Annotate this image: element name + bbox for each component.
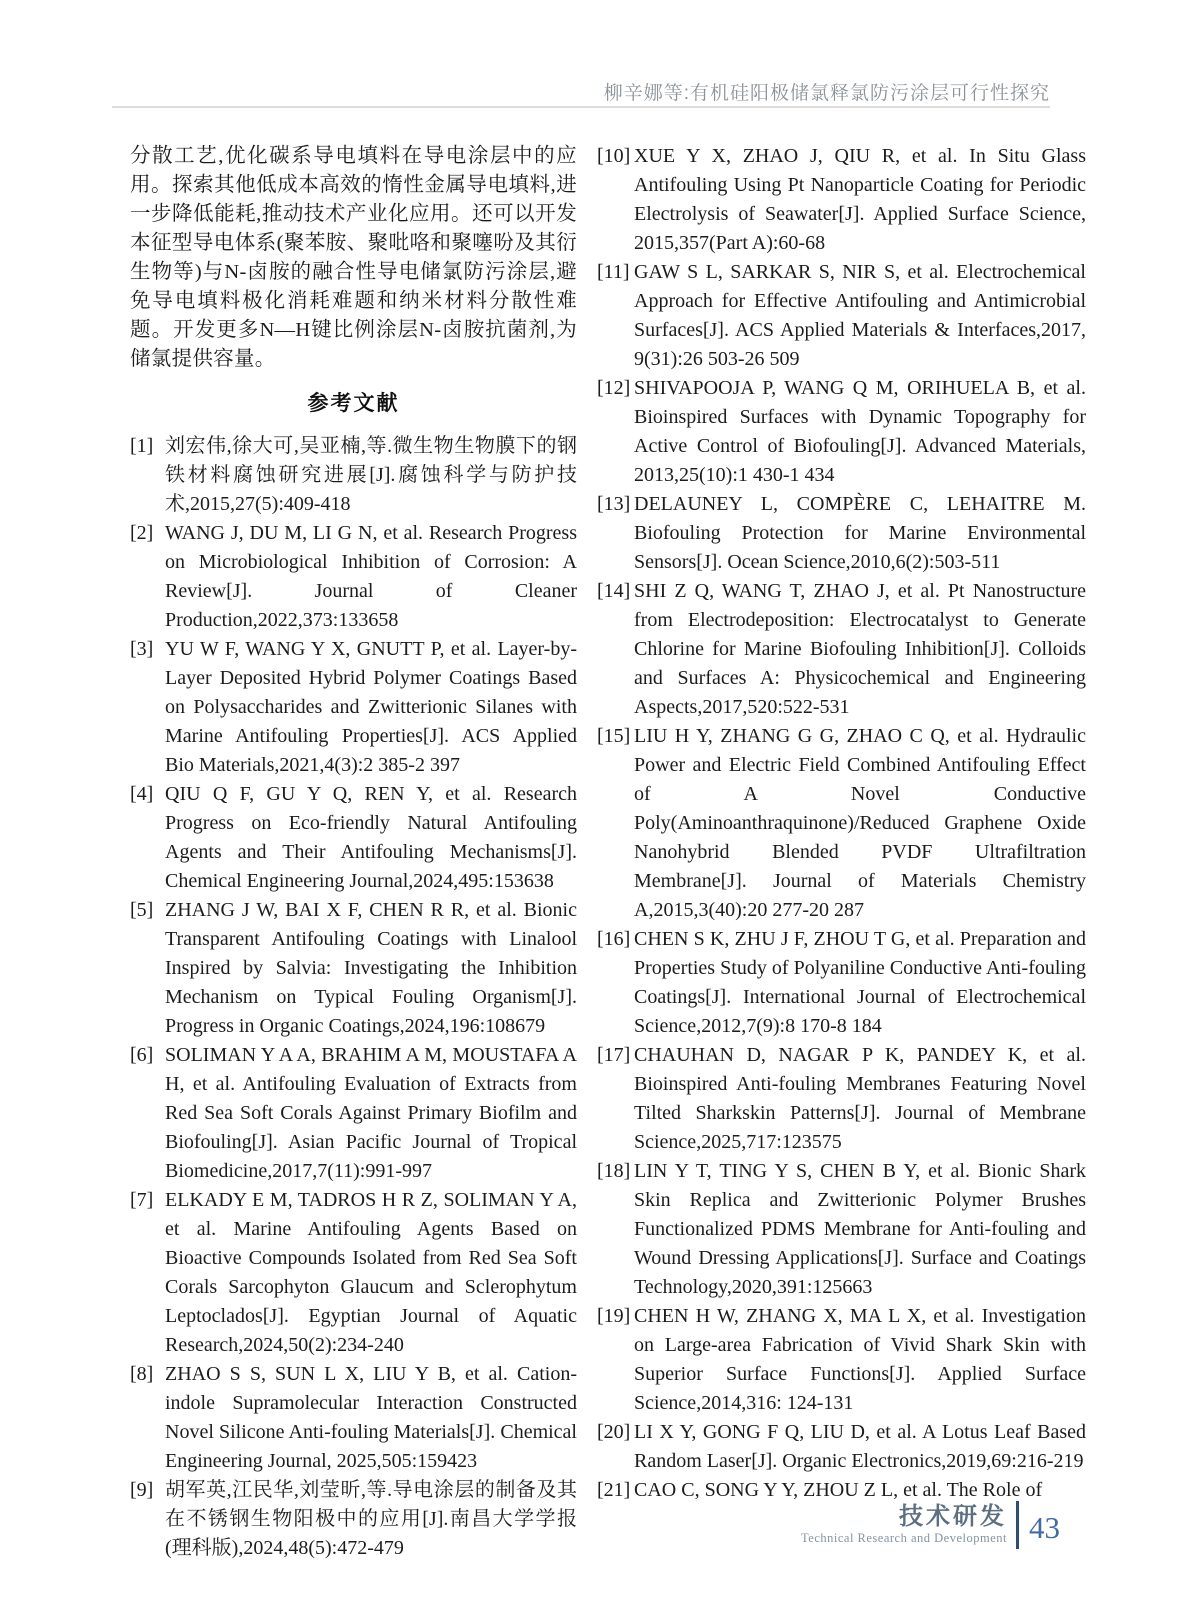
reference-number: [21] — [597, 1479, 631, 1501]
reference-number: [3] — [130, 638, 154, 660]
reference-text: YU W F, WANG Y X, GNUTT P, et al. Layer-by-Layer Deposited Hybrid Polymer Coatings Based on Polysaccharides and Zwitterionic Silanes with Marine Antifouling Properties[J]. ACS Applied Bio Materials,2021,4(3):2 385-2 397 — [165, 638, 577, 776]
reference-text: LI X Y, GONG F Q, LIU D, et al. A Lotus Leaf Based Random Laser[J]. Organic Electronics,2019,69:216-219 — [634, 1421, 1086, 1472]
page-footer — [801, 1498, 1060, 1552]
reference-number: [1] — [130, 435, 154, 457]
closing-paragraph: 分散工艺,优化碳系导电填料在导电涂层中的应用。探索其他低成本高效的惰性金属导电填料,进一步降低能耗,推动技术产业化应用。还可以开发本征型导电体系(聚苯胺、聚吡咯和聚噻吩及其衍生物等)与N-卤胺的融合性导电储氯防污涂层,避免导电填料极化消耗难题和纳米材料分散性难题。开发更多N—H键比例涂层N-卤胺抗菌剂,为储氯提供容量。 — [130, 145, 577, 370]
reference-text: CAO C, SONG Y Y, ZHOU Z L, et al. The Role of — [634, 1479, 1043, 1501]
reference-number: [13] — [597, 493, 631, 515]
reference-number: [7] — [130, 1189, 154, 1211]
reference-item — [597, 1302, 1086, 1418]
reference-text: ZHANG J W, BAI X F, CHEN R R, et al. Bionic Transparent Antifouling Coatings with Linalool Inspired by Salvia: Investigating the Inhibition Mechanism on Typical Fouling Organism[J]. Progress in Organic Coatings,2024,196:108679 — [165, 899, 577, 1037]
page-number: 43 — [1029, 1510, 1060, 1545]
reference-item — [130, 1041, 577, 1186]
reference-item — [597, 577, 1086, 722]
reference-number: [19] — [597, 1305, 631, 1327]
reference-text: LIN Y T, TING Y S, CHEN B Y, et al. Bionic Shark Skin Replica and Zwitterionic Polymer Brushes Functionalized PDMS Membrane for Anti-fouling and Wound Dressing Applications[J]. Surface and Coatings Technology,2020,391:125663 — [634, 1160, 1086, 1298]
reference-number: [20] — [597, 1421, 631, 1443]
reference-item — [130, 1476, 577, 1563]
reference-number: [11] — [597, 261, 630, 283]
reference-item — [597, 925, 1086, 1041]
footer-section-labels — [801, 1504, 1007, 1546]
reference-number: [14] — [597, 580, 631, 602]
reference-item — [597, 142, 1086, 258]
reference-item — [130, 1360, 577, 1476]
reference-text: WANG J, DU M, LI G N, et al. Research Progress on Microbiological Inhibition of Corrosion: A Review[J]. Journal of Cleaner Production,2022,373:133658 — [165, 522, 577, 631]
reference-text: XUE Y X, ZHAO J, QIU R, et al. In Situ Glass Antifouling Using Pt Nanoparticle Coating for Periodic Electrolysis of Seawater[J]. Applied Surface Science, 2015,357(Part A):60-68 — [634, 145, 1086, 254]
reference-number: [8] — [130, 1363, 154, 1385]
reference-text: SOLIMAN Y A A, BRAHIM A M, MOUSTAFA A H, et al. Antifouling Evaluation of Extracts from Red Sea Soft Corals Against Primary Biofilm and Biofouling[J]. Asian Pacific Journal of Tropical Biomedicine,2017,7(11):991-997 — [165, 1044, 577, 1182]
footer-section-title-en: Technical Research and Development — [801, 1531, 1007, 1545]
reference-text: CHEN S K, ZHU J F, ZHOU T G, et al. Preparation and Properties Study of Polyaniline Conductive Anti-fouling Coatings[J]. International Journal of Electrochemical Science,2012,7(9):8 170-8 184 — [634, 928, 1086, 1037]
reference-text: CHEN H W, ZHANG X, MA L X, et al. Investigation on Large-area Fabrication of Vivid Shark Skin with Superior Surface Functions[J]. Applied Surface Science,2014,316: 124-131 — [634, 1305, 1086, 1414]
reference-number: [12] — [597, 377, 631, 399]
reference-item — [597, 490, 1086, 577]
reference-number: [2] — [130, 522, 154, 544]
running-head: 柳辛娜等:有机硅阳极储氯释氯防污涂层可行性探究 — [603, 83, 1050, 104]
references-heading: 参考文献 — [307, 392, 400, 415]
reference-number: [5] — [130, 899, 154, 921]
reference-number: [17] — [597, 1044, 631, 1066]
reference-item — [597, 722, 1086, 925]
reference-text: 胡军英,江民华,刘莹昕,等.导电涂层的制备及其在不锈钢生物阳极中的应用[J].南昌大学学报(理科版),2024,48(5):472-479 — [165, 1479, 577, 1559]
reference-item — [130, 896, 577, 1041]
reference-number: [6] — [130, 1044, 154, 1066]
reference-number: [16] — [597, 928, 631, 950]
reference-item — [597, 1041, 1086, 1157]
reference-item — [130, 432, 577, 519]
reference-item — [597, 258, 1086, 374]
reference-item — [130, 780, 577, 896]
reference-text: ZHAO S S, SUN L X, LIU Y B, et al. Cation-indole Supramolecular Interaction Constructed Novel Silicone Anti-fouling Materials[J]. Chemical Engineering Journal, 2025,505:159423 — [165, 1363, 577, 1472]
references-list-right — [597, 142, 1086, 1505]
reference-number: [9] — [130, 1479, 154, 1501]
reference-text: GAW S L, SARKAR S, NIR S, et al. Electrochemical Approach for Effective Antifouling and Antimicrobial Surfaces[J]. ACS Applied Materials & Interfaces,2017, 9(31):26 503-26 509 — [634, 261, 1086, 370]
reference-number: [15] — [597, 725, 631, 747]
reference-text: QIU Q F, GU Y Q, REN Y, et al. Research Progress on Eco-friendly Natural Antifouling Agents and Their Antifouling Mechanisms[J]. Chemical Engineering Journal,2024,495:153638 — [165, 783, 577, 892]
right-column — [597, 142, 1086, 1505]
references-list-left — [130, 432, 577, 1563]
reference-text: SHI Z Q, WANG T, ZHAO J, et al. Pt Nanostructure from Electrodeposition: Electrocatalyst to Generate Chlorine for Marine Biofouling Inhibition[J]. Colloids and Surfaces A: Physicochemical and Engineering Aspects,2017,520:522-531 — [634, 580, 1086, 718]
reference-text: 刘宏伟,徐大可,吴亚楠,等.微生物生物膜下的钢铁材料腐蚀研究进展[J].腐蚀科学与防护技术,2015,27(5):409-418 — [165, 435, 577, 515]
reference-number: [18] — [597, 1160, 631, 1182]
reference-text: DELAUNEY L, COMPÈRE C, LEHAITRE M. Biofouling Protection for Marine Environmental Sensors[J]. Ocean Science,2010,6(2):503-511 — [634, 493, 1086, 573]
reference-item — [130, 635, 577, 780]
reference-text: CHAUHAN D, NAGAR P K, PANDEY K, et al. Bioinspired Anti-fouling Membranes Featuring Novel Tilted Sharkskin Patterns[J]. Journal of Membrane Science,2025,717:123575 — [634, 1044, 1086, 1153]
reference-item — [130, 519, 577, 635]
reference-text: LIU H Y, ZHANG G G, ZHAO C Q, et al. Hydraulic Power and Electric Field Combined Antifouling Effect of A Novel Conductive Poly(Aminoanthraquinone)/Reduced Graphene Oxide Nanohybrid Blended PVDF Ultrafiltration Membrane[J]. Journal of Materials Chemistry A,2015,3(40):20 277-20 287 — [634, 725, 1086, 921]
left-column — [130, 142, 577, 1563]
reference-text: SHIVAPOOJA P, WANG Q M, ORIHUELA B, et al. Bioinspired Surfaces with Dynamic Topography for Active Control of Biofouling[J]. Advanced Materials, 2013,25(10):1 430-1 434 — [634, 377, 1086, 486]
reference-number: [4] — [130, 783, 154, 805]
reference-item — [597, 1157, 1086, 1302]
footer-divider-bar — [1016, 1501, 1019, 1549]
reference-number: [10] — [597, 145, 631, 167]
footer-section-title-cn: 技术研发 — [899, 1503, 1007, 1530]
reference-item — [130, 1186, 577, 1360]
reference-item — [597, 374, 1086, 490]
header-rule — [112, 106, 1050, 108]
reference-text: ELKADY E M, TADROS H R Z, SOLIMAN Y A, et al. Marine Antifouling Agents Based on Bioactive Compounds Isolated from Red Sea Soft Corals Sarcophyton Glaucum and Sclerophytum Leptoclados[J]. Egyptian Journal of Aquatic Research,2024,50(2):234-240 — [165, 1189, 577, 1356]
reference-item — [597, 1418, 1086, 1476]
